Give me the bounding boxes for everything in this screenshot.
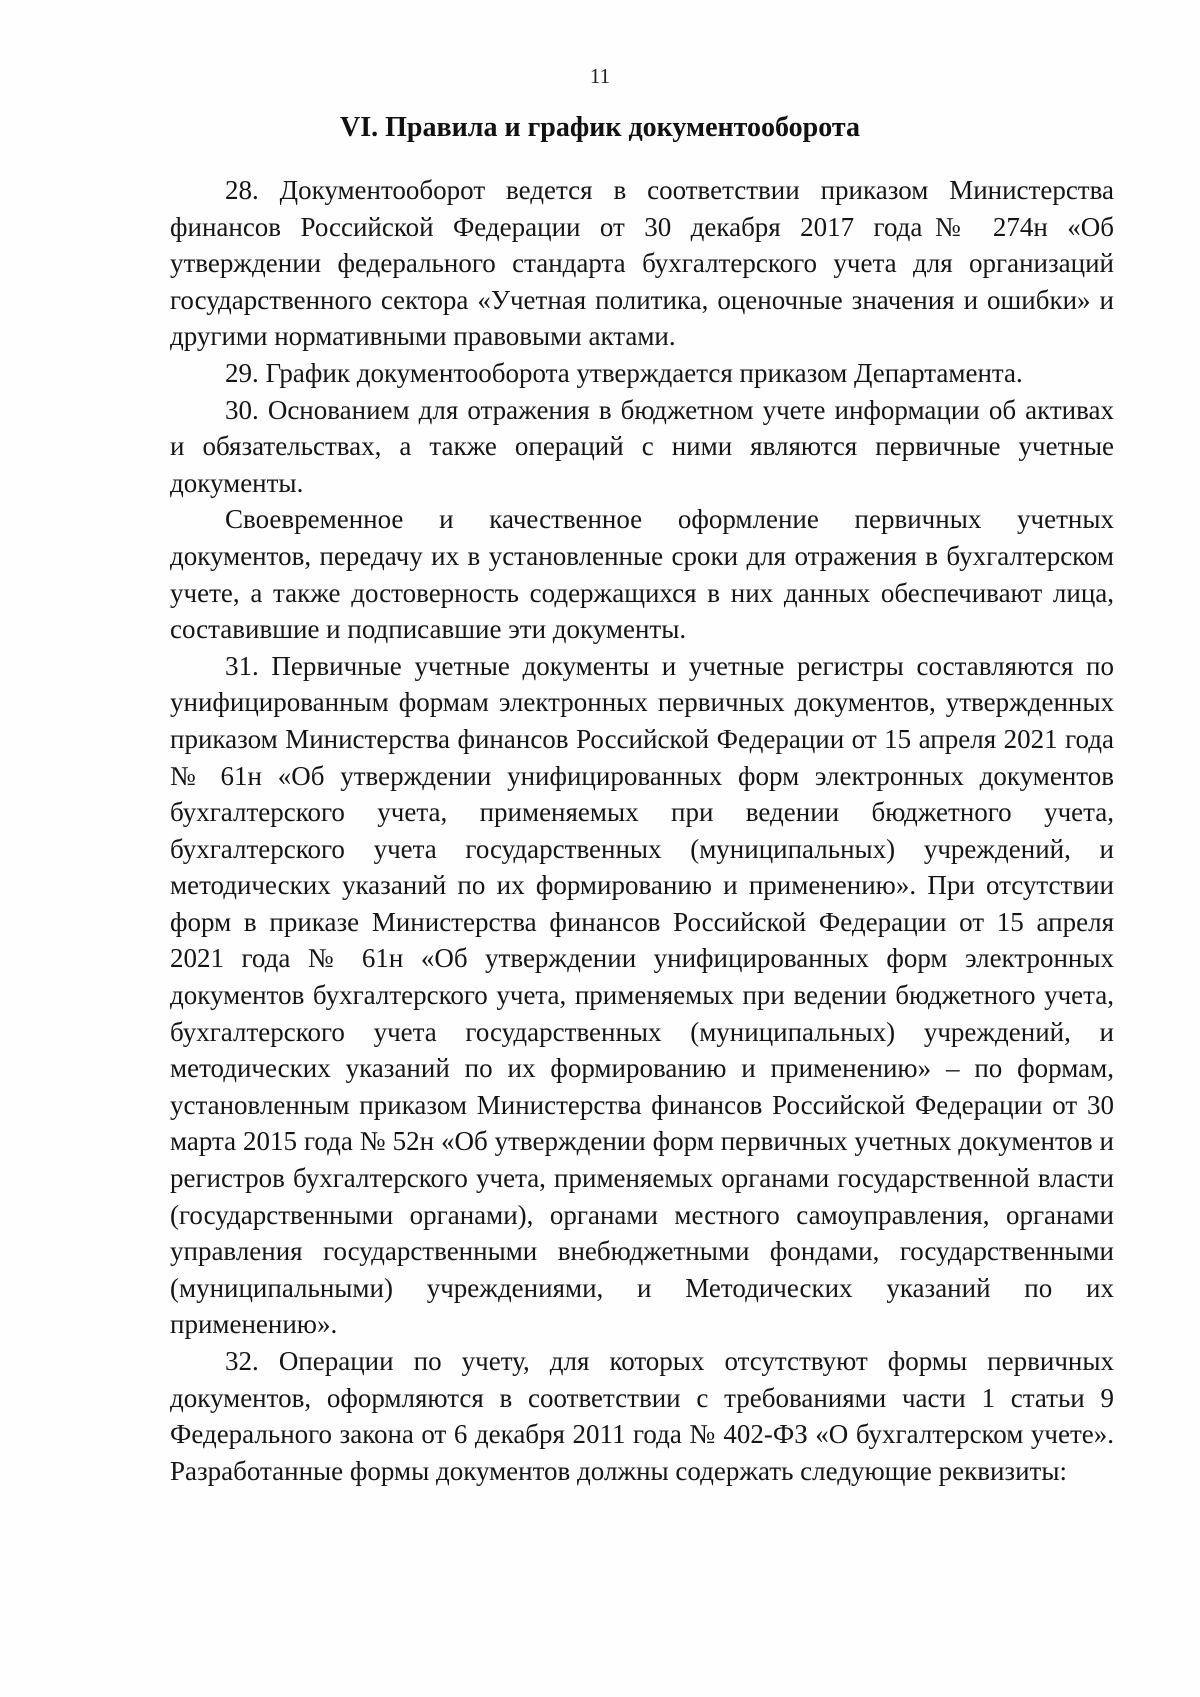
paragraph-30-continued: Своевременное и качественное оформление первичных учетных документов, передачу их в установленные сроки для отражения в бухгалтерском учете, а также достоверность содержащихся в них данных обеспечивают лица, составившие и подписавшие эти документы. (170, 504, 1114, 645)
paragraph-30: 30. Основанием для отражения в бюджетном учете информации об активах и обязательствах, а также операций с ними являются первичные учетные документы. (170, 394, 1114, 498)
paragraph-32: 32. Операции по учету, для которых отсутствуют формы первичных документов, оформляются в соответствии с требованиями части 1 статьи 9 Федерального закона от 6 декабря 2011 года № 402-ФЗ «О бухгалтерском учете». Разработанные формы документов должны содержать следующие реквизиты: (170, 1346, 1114, 1486)
page-number: 11 (589, 64, 611, 88)
paragraph-31: 31. Первичные учетные документы и учетные регистры составляются по унифицированным формам электронных первичных документов, утвержденных приказом Министерства финансов Российской Федерации от 15 апреля 2021 года № 61н «Об утверждении унифицированных форм электронных документов бухгалтерского учета, применяемых при ведении бюджетного учета, бухгалтерского учета государственных (муниципальных) учреждений, и методических указаний по их формированию и применению». При отсутствии форм в приказе Министерства финансов Российской Федерации от 15 апреля 2021 года № 61н «Об утверждении унифицированных форм электронных документов бухгалтерского учета, применяемых при ведении бюджетного учета, бухгалтерского учета государственных (муниципальных) учреждений, и методических указаний по их формированию и применению» – по формам, установленным приказом Министерства финансов Российской Федерации от 30 марта 2015 года № 52н «Об утверждении форм первичных учетных документов и регистров бухгалтерского учета, применяемых органами государственной власти (государственными органами), органами местного самоуправления, органами управления государственными внебюджетными фондами, государственными (муниципальными) учреждениями, и Методических указаний по их применению». (170, 650, 1114, 1340)
section-title: VI. Правила и график документооборота (340, 112, 860, 143)
paragraph-28: 28. Документооборот ведется в соответствии приказом Министерства финансов Российской Федерации от 30 декабря 2017 года№ 274н «Об утверждении федерального стандарта бухгалтерского учета для организаций государственного сектора «Учетная политика, оценочные значения и ошибки» и другими нормативными правовыми актами. (170, 175, 1114, 352)
paragraph-29: 29. График документооборота утверждается приказом Департамента. (225, 357, 1023, 388)
document-body (170, 172, 1114, 1489)
